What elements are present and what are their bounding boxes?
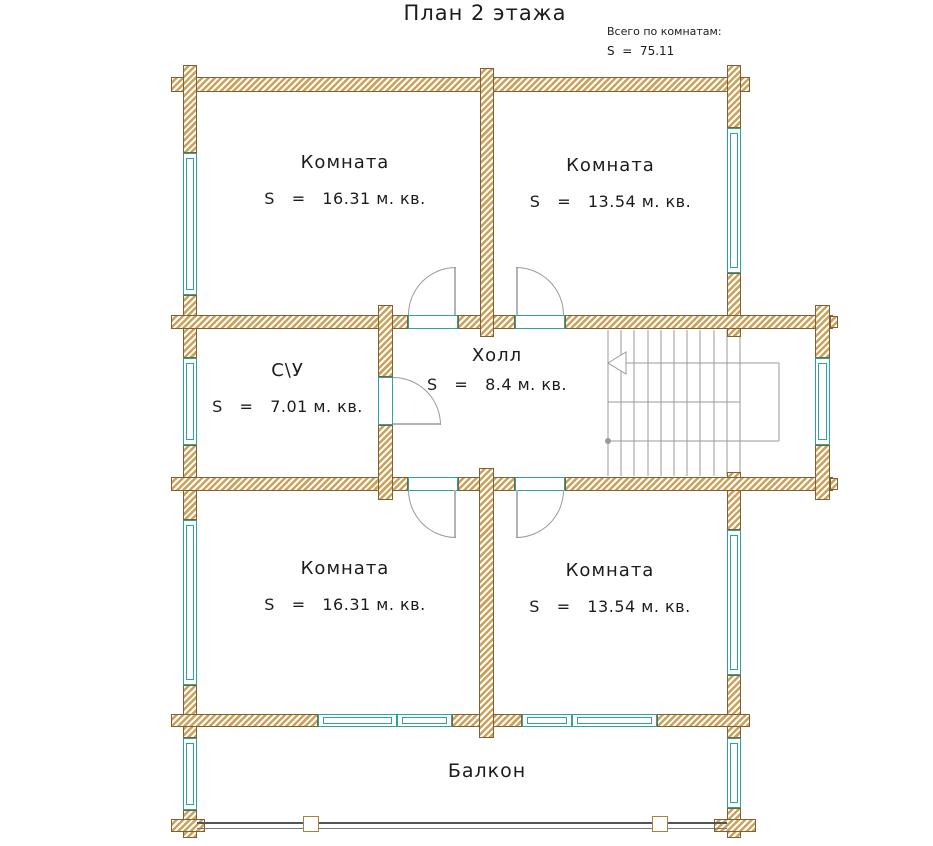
window-glazing [577,717,652,724]
window-glazing [527,717,567,724]
window-glazing [730,133,738,268]
door-swing-arc [516,490,564,538]
window [815,358,830,445]
wall-segment [657,714,750,727]
room-area: S = 8.4 м. кв. [426,374,568,394]
window [727,530,741,675]
wall-segment [565,477,833,491]
wall-segment [171,714,318,727]
rooms-total-value: S = 75.11 [607,44,675,58]
window [183,153,197,295]
room-label-bottom-right [493,560,727,616]
window-glazing [323,717,392,724]
door-threshold [515,477,565,491]
wall-segment [815,305,830,358]
balcony-post [303,816,319,832]
rooms-total [607,25,722,58]
wall-segment [171,477,408,491]
stair-treads [608,330,740,476]
plan-title: План 2 этажа [403,1,567,25]
room-name: Комната [566,155,655,176]
wall-segment [714,819,756,832]
wall-segment [171,77,750,92]
door-swing-arc [516,267,564,315]
room-area: S = 13.54 м. кв. [529,191,692,211]
room-label-top-right [494,155,727,211]
window [183,520,197,685]
window [183,358,197,445]
room-area: S = 13.54 м. кв. [529,596,691,616]
wall-segment [171,819,205,832]
window-glazing [186,743,194,805]
wall-segment [830,478,838,490]
room-label-balcony: Балкон [447,760,527,782]
room-name: С\У [271,360,304,381]
window-glazing [186,158,194,290]
door-swing-arc [408,490,456,538]
door-threshold [408,477,458,491]
window-glazing [186,363,194,440]
window-glazing [186,525,194,680]
window [727,128,741,273]
door-swing-arc [408,267,456,315]
door-threshold [515,315,565,329]
wall-segment [565,315,833,329]
stairs [600,325,800,485]
window [318,714,397,727]
room-name: Комната [300,152,390,173]
window-glazing [818,363,827,440]
rooms-total-label: Всего по комнатам: [607,25,722,38]
wall-segment [183,65,197,153]
wall-segment [171,315,408,329]
wall-segment [727,65,741,128]
wall-segment [378,305,393,377]
room-area: S = 16.31 м. кв. [264,594,426,614]
room-label-wc [197,360,378,416]
wall-segment [378,425,393,500]
wall-segment [183,685,197,738]
window [572,714,657,727]
stair-start-marker [605,438,611,444]
room-name: Холл [471,345,523,366]
room-label-hall [392,345,602,394]
door-threshold [378,377,393,425]
window [397,714,452,727]
room-area: S = 16.31 м. кв. [264,188,426,208]
door-threshold [408,315,458,329]
balcony-railing-line [197,822,727,824]
window [522,714,572,727]
window-glazing [730,535,738,670]
room-name: Комната [565,560,655,581]
window [183,738,197,810]
room-name: Комната [300,558,390,579]
room-label-bottom-left [197,558,493,614]
balcony-post [652,816,668,832]
balcony-railing-line [197,828,727,829]
room-label-top-left [197,152,493,208]
window-glazing [402,717,447,724]
wall-segment [815,445,830,500]
wall-segment [830,316,838,328]
room-area: S = 7.01 м. кв. [212,396,363,416]
wall-segment [727,675,741,738]
stair-direction-arrow-icon [608,352,626,374]
